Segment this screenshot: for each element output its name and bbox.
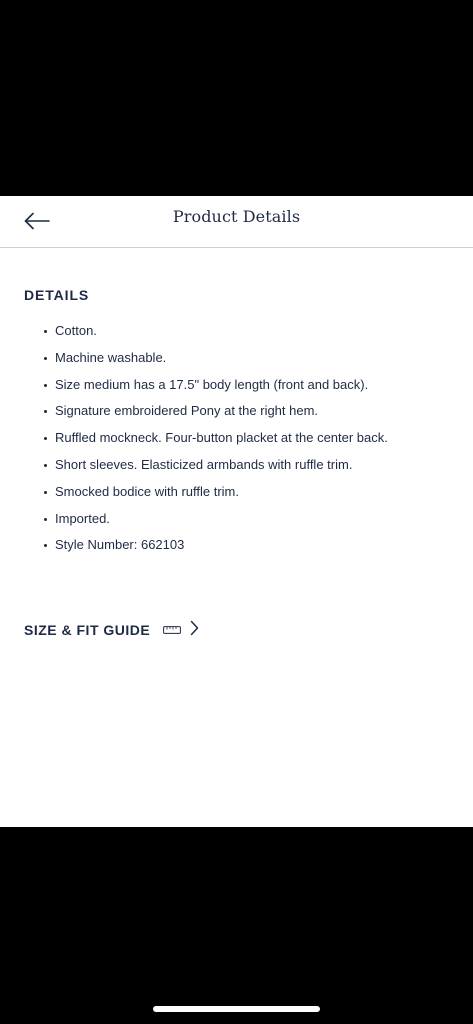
header-bar (0, 196, 473, 248)
page-title: Product Details (172, 207, 301, 226)
details-list (42, 318, 422, 559)
chevron-right-icon (190, 620, 199, 641)
list-item: Short sleeves. Elasticized armbands with ruffle trim. (42, 452, 422, 479)
size-fit-guide-label: SIZE & FIT GUIDE (24, 622, 151, 638)
product-details-sheet (0, 196, 473, 827)
list-item: Style Number: 662103 (42, 532, 422, 559)
list-item: Size medium has a 17.5" body length (front and back). (42, 372, 422, 399)
list-item: Ruffled mockneck. Four-button placket at the center back. (42, 425, 422, 452)
list-item: Machine washable. (42, 345, 422, 372)
ruler-icon (163, 621, 181, 639)
home-indicator[interactable] (153, 1006, 320, 1012)
details-heading: DETAILS (24, 287, 90, 303)
size-fit-guide-link[interactable] (24, 616, 199, 644)
list-item: Signature embroidered Pony at the right hem. (42, 398, 422, 425)
list-item: Imported. (42, 506, 422, 533)
list-item: Cotton. (42, 318, 422, 345)
list-item: Smocked bodice with ruffle trim. (42, 479, 422, 506)
